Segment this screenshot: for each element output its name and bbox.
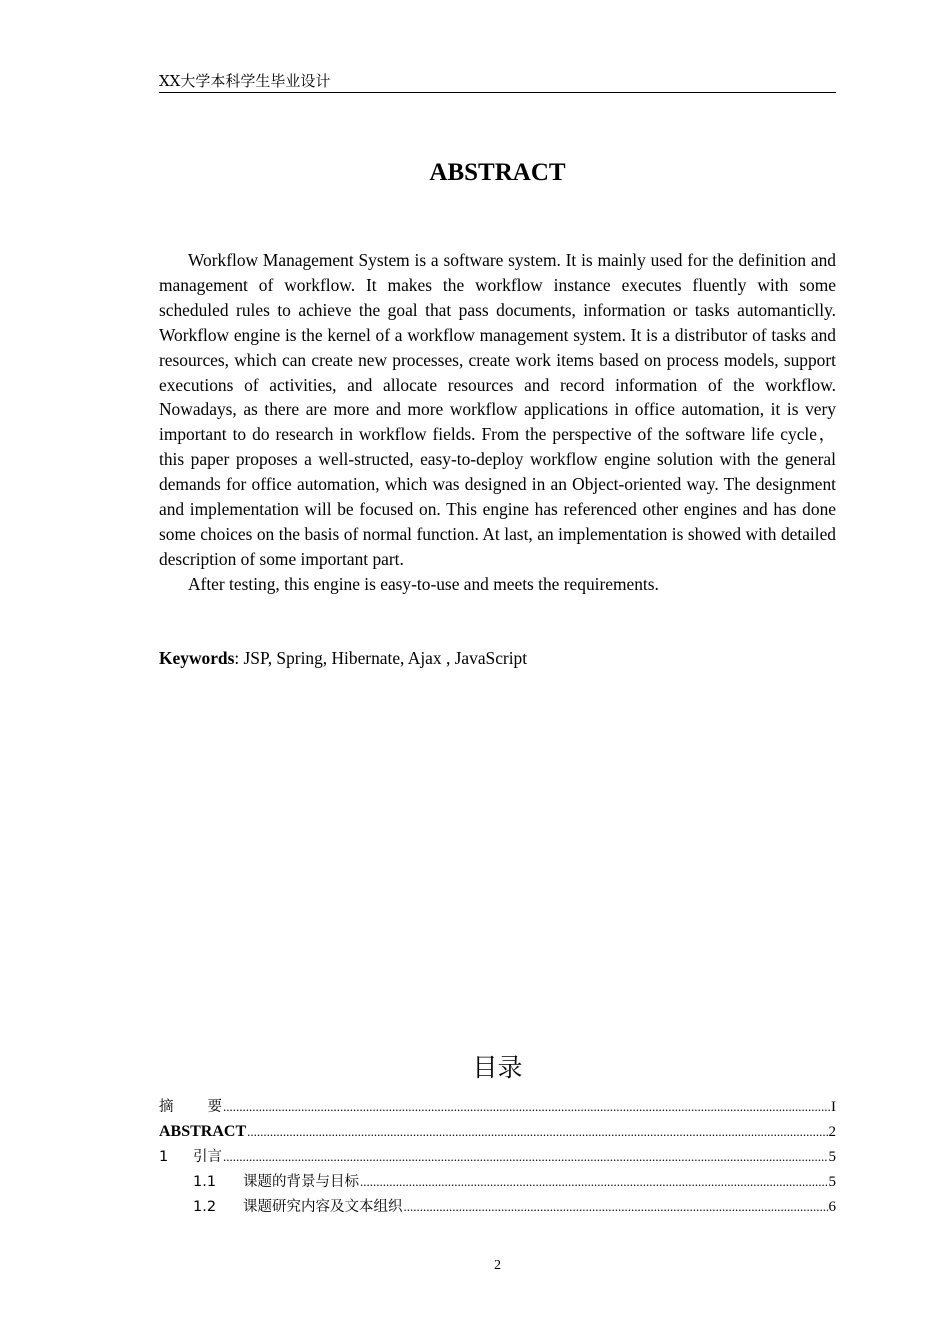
toc-page-number: 2 (828, 1124, 836, 1140)
page-number: 2 (494, 1258, 501, 1273)
toc-leader (247, 1119, 827, 1144)
toc-entry-section-1-1[interactable] (159, 1169, 836, 1194)
abstract-title: ABSTRACT (429, 159, 566, 186)
toc-page-number: 5 (828, 1174, 836, 1190)
toc-entry-chapter-1[interactable] (159, 1144, 836, 1169)
running-header: XX大学本科学生毕业设计 (159, 70, 836, 93)
toc-entry-number: 1 (159, 1149, 169, 1165)
toc-leader (223, 1094, 830, 1119)
toc-page-number: 5 (828, 1149, 836, 1165)
keywords-label: Keywords (159, 648, 235, 668)
toc-entry-number: 1.2 (193, 1199, 217, 1215)
toc-leader (404, 1194, 828, 1219)
toc-entry-abstract-cn[interactable] (159, 1094, 836, 1119)
toc-page-number: I (831, 1099, 836, 1115)
toc-leader (223, 1144, 828, 1169)
abstract-body (159, 248, 836, 597)
abstract-paragraph: After testing, this engine is easy-to-use and meets the requirements. (188, 573, 659, 594)
keywords-line (159, 646, 836, 670)
toc-leader (360, 1169, 828, 1194)
toc-entry-label: 摘 (159, 1099, 208, 1115)
abstract-paragraph: Workflow Management System is a software system. It is mainly used for the definition and management of workflow. It makes the workflow instance executes fluently with some scheduled rules to achieve the goal that pass documents, information or tasks automanticlly. Workflow engine is the kernel of a workflow management system. It is a distributor of tasks and resources, which can create new processes, create work items based on process models, support executions of activities, and allocate resources and record information of the workflow. Nowadays, as there are more and more workflow applications in office automation, it is very important to do research in workflow fields. From the perspective of the software life cycle，this paper proposes a well-structed, easy-to-deploy workflow engine solution with the general demands for office automation, which was designed in an Object-oriented way. The designment and implementation will be focused on. This engine has referenced other engines and has done some choices on the basis of normal function. At last, an implementation is showed with detailed description of some important part. (159, 250, 836, 569)
toc-entry-label: 课题的背景与目标 (243, 1174, 359, 1190)
toc-entry-abstract-en[interactable] (159, 1119, 836, 1144)
toc-page-number: 6 (828, 1199, 836, 1215)
toc-entry-label: 课题研究内容及文本组织 (243, 1199, 403, 1215)
keywords-text: : JSP, Spring, Hibernate, Ajax , JavaScript (234, 648, 528, 668)
toc-entry-number: 1.1 (193, 1174, 217, 1190)
toc-title: 目录 (472, 1053, 523, 1082)
toc-entry-section-1-2[interactable] (159, 1194, 836, 1219)
toc-entry-label: ABSTRACT (159, 1123, 247, 1140)
toc-entry-label: 要 (207, 1099, 222, 1115)
toc-entry-label: 引言 (193, 1149, 222, 1165)
table-of-contents (159, 1094, 836, 1219)
